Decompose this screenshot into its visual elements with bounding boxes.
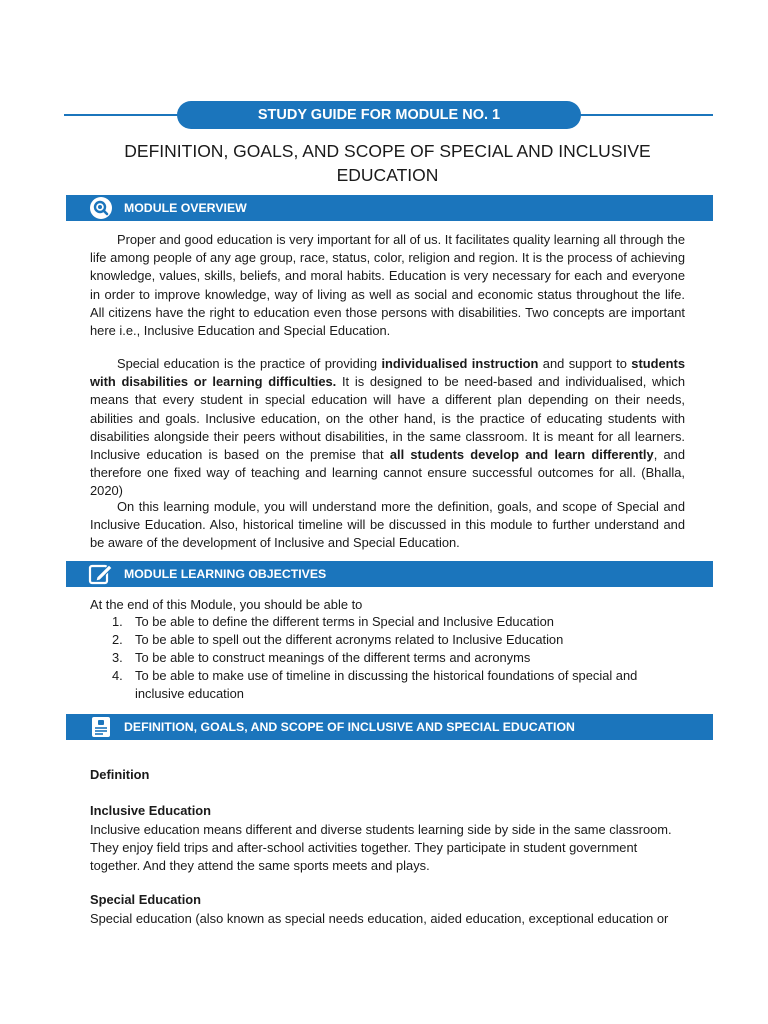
overview-p2-text-g: , and therefore one fixed way of teaching and learning cannot ensure successful outcomes for all. (Bhalla, 2020) [90, 447, 685, 499]
objective-number: 4. [112, 668, 123, 683]
pencil-icon [86, 561, 116, 587]
learning-objectives-label: MODULE LEARNING OBJECTIVES [124, 567, 327, 581]
overview-paragraph-3: On this learning module, you will understand more the definition, goals, and scope of Special and Inclusive Education. Also, historical timeline will be discussed in this module to further understand and be aware of the development of Inclusive and Special Education. [90, 499, 685, 551]
objectives-list [90, 613, 685, 703]
definition-heading: Definition [90, 767, 150, 782]
objective-text: To be able to make use of timeline in discussing the historical foundations of special and inclusive education [135, 668, 638, 701]
objective-item [90, 667, 685, 703]
objective-text: To be able to spell out the different acronyms related to Inclusive Education [135, 632, 564, 647]
overview-p2-text-c: and support to [538, 356, 632, 371]
overview-paragraph-1: Proper and good education is very important for all of us. It facilitates quality learning all through the life among people of any age group, race, status, color, religion and region. It is the process of achieving knowledge, values, skills, beliefs, and moral habits. Education is very necessary for each and everyone in order to improve knowledge, way of living as well as social and economic status throughout the life. All citizens have the right to education even those persons with disabilities. Two concepts are important here i.e., Inclusive Education and Special Education. [90, 232, 685, 339]
header-rule-right [578, 114, 713, 116]
special-education-text: Special education (also known as special needs education, aided education, exceptional education or [90, 911, 669, 926]
objective-number: 2. [112, 632, 123, 647]
objective-number: 1. [112, 614, 123, 629]
overview-p2-text-a: Special education is the practice of providing [117, 356, 382, 371]
overview-p2-text-e: It is designed to be need-based and individualised, which means that every student in special education will have a different plan depending on their needs, abilities and goals. Inclusive education, on the other hand, is the practice of educating students with disabilities alongside their peers without disabilities, in the same classroom. It is meant for all learners. Inclusive education is based on the premise that [90, 374, 685, 463]
learning-objectives-bar [66, 561, 713, 587]
header-rule-left [64, 114, 180, 116]
overview-p2-bold-d: students with disabilities or learning difficulties. [90, 356, 685, 390]
objective-text: To be able to construct meanings of the different terms and acronyms [135, 650, 531, 665]
inclusive-education-text: Inclusive education means different and diverse students learning side by side in the same classroom. They enjoy field trips and after-school activities together. They participate in student government together. And they attend the same sports meets and plays. [90, 822, 672, 874]
objective-item [90, 613, 685, 631]
page-title [90, 139, 685, 187]
study-guide-label: STUDY GUIDE FOR MODULE NO. 1 [257, 107, 501, 123]
module-overview-bar [66, 195, 713, 221]
special-education-heading: Special Education [90, 892, 202, 907]
page-title-line1: DEFINITION, GOALS, AND SCOPE OF SPECIAL AND INCLUSIVE [124, 141, 651, 161]
objectives-intro: At the end of this Module, you should be able to [90, 597, 363, 612]
module-overview-label: MODULE OVERVIEW [124, 201, 247, 215]
page-title-line2: EDUCATION [336, 165, 439, 185]
objective-text: To be able to define the different terms in Special and Inclusive Education [135, 614, 554, 629]
overview-p2-bold-f: all students develop and learn differently [389, 447, 654, 463]
definition-section-label: DEFINITION, GOALS, AND SCOPE OF INCLUSIVE AND SPECIAL EDUCATION [124, 720, 575, 734]
magnifier-icon [86, 195, 116, 221]
objective-item [90, 649, 685, 667]
definition-section-bar [66, 714, 713, 740]
study-guide-pill [177, 101, 581, 129]
overview-paragraph-2 [90, 355, 685, 501]
document-icon [86, 714, 116, 740]
objective-number: 3. [112, 650, 123, 665]
inclusive-education-heading: Inclusive Education [90, 803, 212, 818]
objective-item [90, 631, 685, 649]
overview-p2-bold-b: individualised instruction [381, 356, 539, 371]
